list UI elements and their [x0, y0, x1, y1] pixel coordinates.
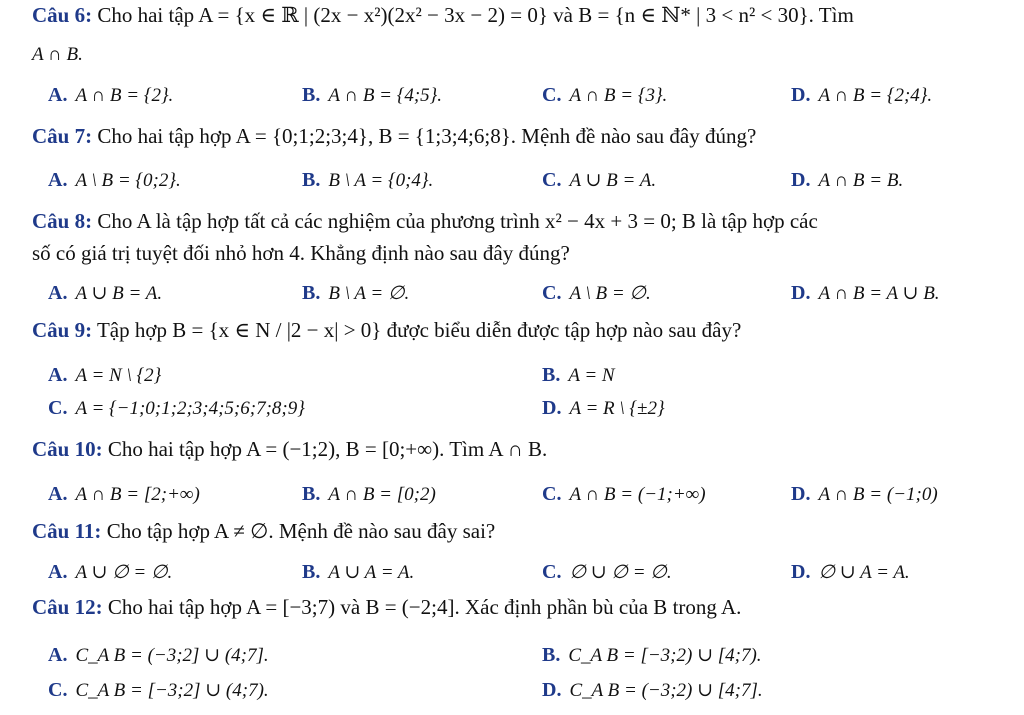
question-10-label: Câu 10: [32, 437, 103, 461]
question-12-option-b[interactable] [542, 642, 762, 669]
question-11-option-c[interactable] [542, 559, 672, 586]
question-10-text: Cho hai tập hợp A = (−1;2), B = [0;+∞). Tìm A ∩ B. [107, 437, 548, 461]
option-text: A ∩ B = [0;2) [328, 484, 436, 505]
option-text: ∅ ∪ ∅ = ∅. [569, 562, 672, 583]
question-8-option-a[interactable] [48, 280, 162, 307]
question-10-option-b[interactable] [302, 481, 436, 508]
question-6-text: Cho hai tập A = {x ∈ ℝ | (2x − x²)(2x² − 3x − 2) = 0} và B = {n ∈ ℕ* | 3 < n² < 30}. Tìm [97, 3, 854, 27]
question-12-option-a[interactable] [48, 642, 269, 669]
question-8-label: Câu 8: [32, 209, 93, 233]
question-7-option-d[interactable] [791, 167, 903, 194]
option-text: A ∪ ∅ = ∅. [75, 562, 173, 583]
question-10-option-a[interactable] [48, 481, 200, 508]
question-8-text: Cho A là tập hợp tất cả các nghiệm của phương trình x² − 4x + 3 = 0; B là tập hợp các [97, 209, 818, 233]
option-text: C_A B = [−3;2) ∪ [4;7). [568, 645, 762, 666]
question-9-line-1 [32, 317, 741, 343]
option-text: A ∩ B = [2;+∞) [75, 484, 200, 505]
question-11-text: Cho tập hợp A ≠ ∅. Mệnh đề nào sau đây sai? [106, 519, 496, 543]
question-8-text-2: số có giá trị tuyệt đối nhỏ hơn 4. Khẳng định nào sau đây đúng? [32, 241, 570, 265]
question-10-option-d[interactable] [791, 481, 938, 508]
question-9-option-c[interactable] [48, 395, 305, 422]
option-label: B. [302, 84, 321, 106]
question-9-text: Tập hợp B = {x ∈ N / |2 − x| > 0} được biểu diễn được tập hợp nào sau đây? [96, 318, 742, 342]
option-label: B. [302, 282, 321, 304]
question-9-label: Câu 9: [32, 318, 93, 342]
option-text: A ∩ B = {2;4}. [818, 85, 933, 106]
question-6-line-1 [32, 2, 854, 28]
option-label: B. [302, 483, 321, 505]
question-12-text: Cho hai tập hợp A = [−3;7) và B = (−2;4]. Xác định phần bù của B trong A. [107, 595, 742, 619]
question-10-line-1 [32, 436, 547, 462]
option-label: D. [791, 282, 811, 304]
option-text: A \ B = ∅. [569, 283, 651, 304]
question-12-option-c[interactable] [48, 677, 269, 704]
option-label: A. [48, 561, 68, 583]
question-6-text-2: A ∩ B. [32, 44, 83, 65]
option-label: D. [542, 397, 562, 419]
option-text: A = {−1;0;1;2;3;4;5;6;7;8;9} [75, 398, 305, 419]
option-text: A ∪ B = A. [569, 170, 657, 191]
option-label: C. [542, 282, 562, 304]
question-8-line-1 [32, 208, 818, 234]
question-6-option-a[interactable] [48, 82, 173, 109]
option-label: A. [48, 169, 68, 191]
option-label: C. [542, 84, 562, 106]
option-label: A. [48, 644, 68, 666]
option-label: C. [48, 679, 68, 701]
question-7-text: Cho hai tập hợp A = {0;1;2;3;4}, B = {1;3;4;6;8}. Mệnh đề nào sau đây đúng? [97, 124, 757, 148]
question-8-option-c[interactable] [542, 280, 651, 307]
option-text: A ∪ A = A. [328, 562, 415, 583]
option-text: ∅ ∪ A = A. [818, 562, 910, 583]
question-11-option-b[interactable] [302, 559, 414, 586]
option-text: A ∩ B = B. [818, 170, 904, 191]
option-label: C. [542, 561, 562, 583]
option-label: A. [48, 282, 68, 304]
option-label: C. [542, 169, 562, 191]
question-11-line-1 [32, 518, 495, 544]
question-12-label: Câu 12: [32, 595, 103, 619]
option-text: C_A B = (−3;2) ∪ [4;7]. [569, 680, 763, 701]
question-8-option-b[interactable] [302, 280, 409, 307]
question-11-option-d[interactable] [791, 559, 910, 586]
option-text: A ∩ B = {3}. [569, 85, 668, 106]
option-label: B. [302, 169, 321, 191]
option-label: D. [791, 169, 811, 191]
option-label: D. [791, 483, 811, 505]
option-label: B. [302, 561, 321, 583]
option-text: C_A B = (−3;2] ∪ (4;7]. [75, 645, 269, 666]
option-text: A = R \ {±2} [569, 398, 665, 419]
question-9-option-b[interactable] [542, 362, 615, 389]
question-12-line-1 [32, 594, 741, 620]
question-6-label: Câu 6: [32, 3, 93, 27]
option-label: D. [791, 561, 811, 583]
question-6-option-d[interactable] [791, 82, 932, 109]
option-text: A ∩ B = (−1;0) [818, 484, 938, 505]
option-text: B \ A = ∅. [328, 283, 410, 304]
option-text: A ∪ B = A. [75, 283, 163, 304]
option-text: A \ B = {0;2}. [75, 170, 181, 191]
question-8-option-d[interactable] [791, 280, 940, 307]
option-label: A. [48, 364, 68, 386]
option-text: A ∩ B = (−1;+∞) [569, 484, 706, 505]
option-text: A ∩ B = A ∪ B. [818, 283, 940, 304]
question-6-line-2 [32, 40, 83, 68]
option-text: A ∩ B = {2}. [75, 85, 174, 106]
question-7-label: Câu 7: [32, 124, 93, 148]
question-9-option-d[interactable] [542, 395, 665, 422]
option-label: B. [542, 644, 561, 666]
question-12-option-d[interactable] [542, 677, 763, 704]
option-label: B. [542, 364, 561, 386]
question-9-option-a[interactable] [48, 362, 161, 389]
option-label: A. [48, 483, 68, 505]
question-11-option-a[interactable] [48, 559, 172, 586]
option-label: D. [542, 679, 562, 701]
question-7-option-a[interactable] [48, 167, 181, 194]
option-label: A. [48, 84, 68, 106]
question-11-label: Câu 11: [32, 519, 102, 543]
option-text: C_A B = [−3;2] ∪ (4;7). [75, 680, 269, 701]
option-text: A = N \ {2} [75, 365, 162, 386]
question-7-line-1 [32, 123, 756, 149]
option-label: C. [542, 483, 562, 505]
option-text: B \ A = {0;4}. [328, 170, 434, 191]
question-6-option-b[interactable] [302, 82, 442, 109]
question-6-option-c[interactable] [542, 82, 667, 109]
question-7-option-c[interactable] [542, 167, 656, 194]
question-7-option-b[interactable] [302, 167, 433, 194]
question-10-option-c[interactable] [542, 481, 706, 508]
option-text: A ∩ B = {4;5}. [328, 85, 443, 106]
option-text: A = N [568, 365, 615, 386]
question-8-line-2 [32, 240, 570, 266]
option-label: D. [791, 84, 811, 106]
option-label: C. [48, 397, 68, 419]
